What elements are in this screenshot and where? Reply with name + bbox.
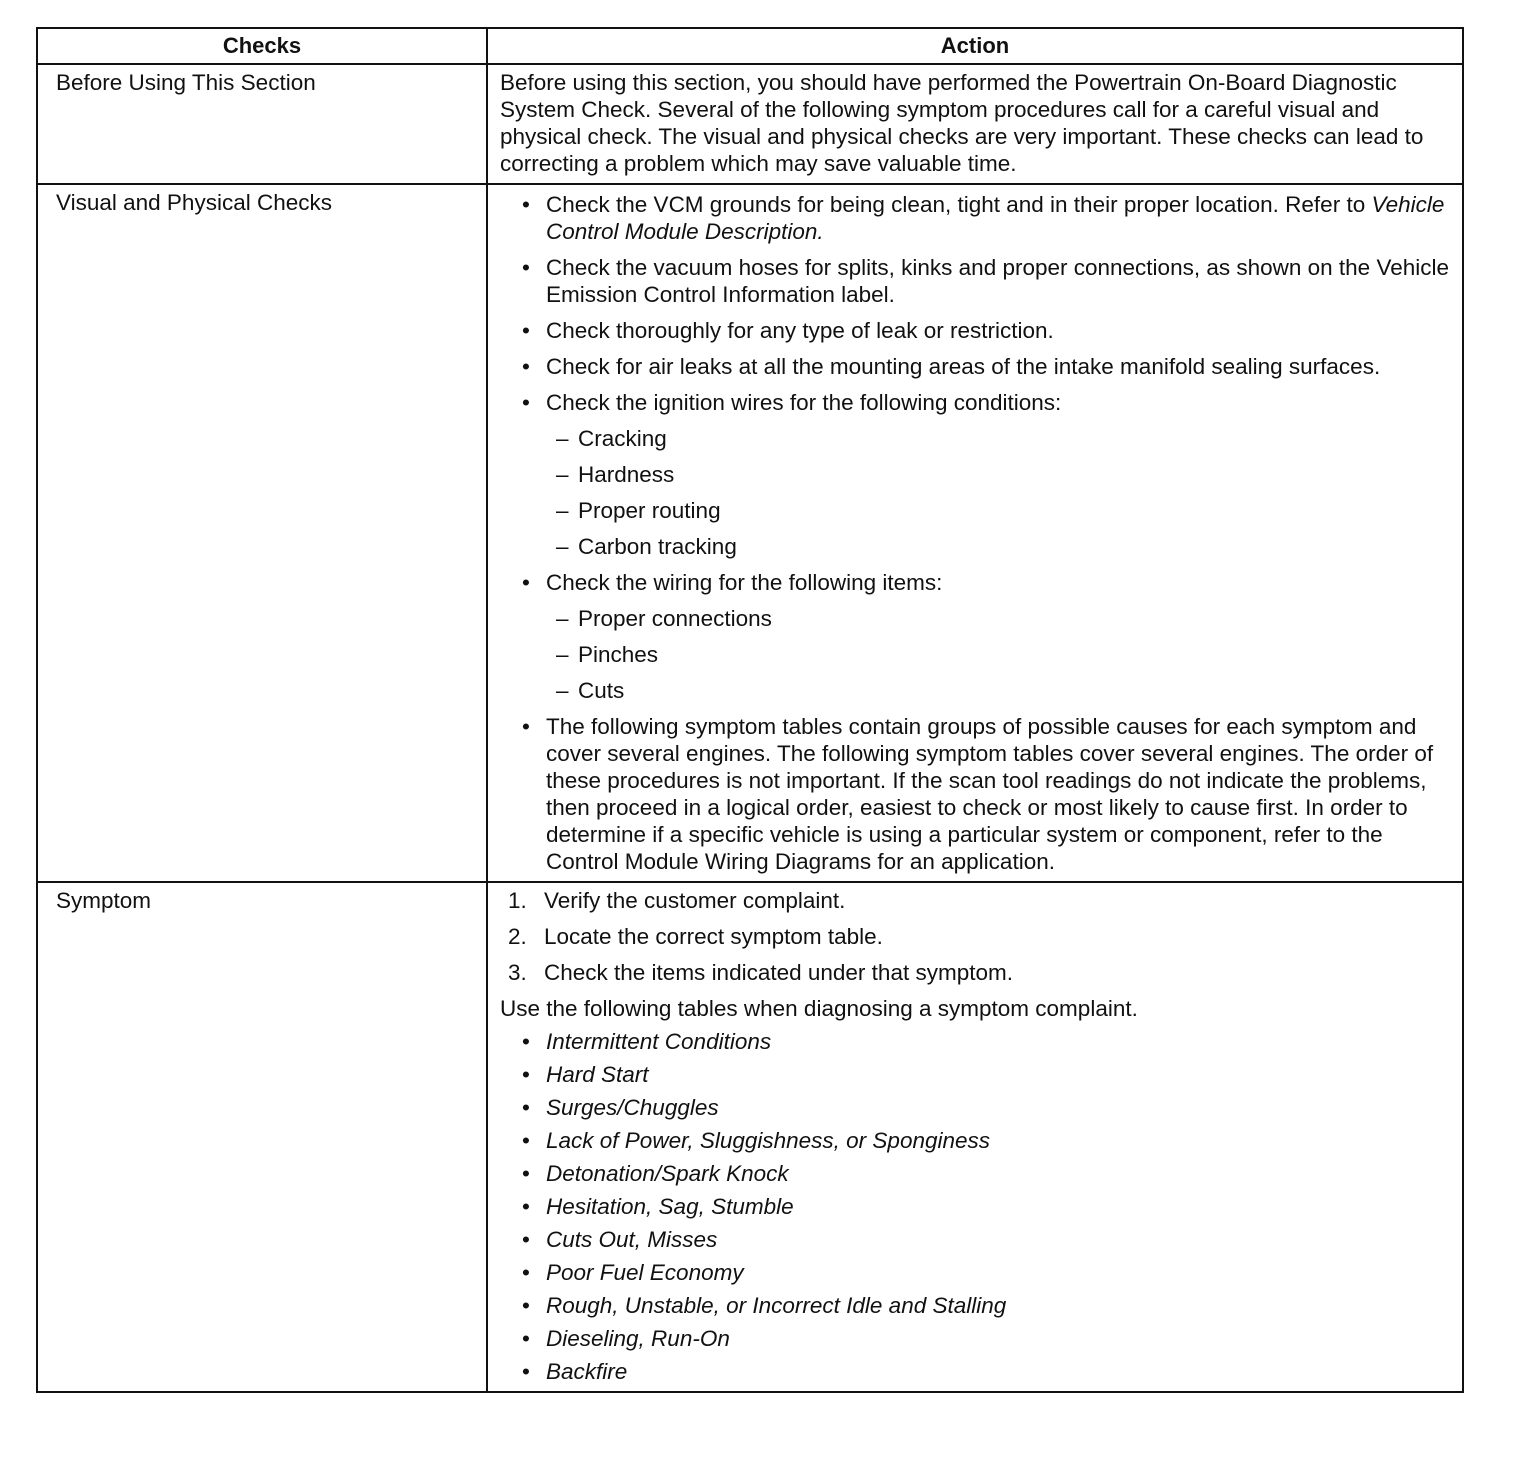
bullet-icon: • [522, 1062, 530, 1087]
symptom-tables-list [500, 1028, 1450, 1385]
sublist-item: – Pinches [556, 642, 659, 667]
check-cell-symptom: Symptom [37, 882, 487, 1392]
step-number: 2. [508, 924, 527, 949]
bullet-icon: • [522, 1029, 530, 1054]
bullet-icon: • [522, 1293, 530, 1318]
list-item-text: Check the VCM grounds for being clean, tight and in their proper location. Refer to [546, 192, 1372, 217]
bullet-icon: • [522, 1095, 530, 1120]
bullet-icon: • [522, 354, 530, 379]
list-item [500, 713, 1450, 875]
dash-icon: – [556, 606, 569, 631]
step-number: 3. [508, 960, 527, 985]
check-cell-visual-physical: Visual and Physical Checks [37, 184, 487, 882]
visual-checks-list [500, 191, 1450, 875]
symptom-table-item: • Detonation/Spark Knock [522, 1161, 789, 1186]
symptom-table-item: • Backfire [522, 1359, 628, 1384]
sublist-item: – Proper routing [556, 498, 721, 523]
sublist-item: – Hardness [556, 462, 675, 487]
checks-column-header: Checks [37, 28, 487, 64]
list-item [500, 389, 1450, 560]
list-item [500, 353, 1450, 380]
diagnostic-checks-table [36, 27, 1464, 1393]
list-item-text: Check the ignition wires for the following conditions: [546, 390, 1062, 415]
bullet-icon: • [522, 192, 530, 217]
header-row [37, 28, 1463, 64]
symptom-table-item: • Hard Start [522, 1062, 649, 1087]
list-item [500, 317, 1450, 344]
table-row-before-using [37, 64, 1463, 184]
sublist-item: – Proper connections [556, 606, 772, 631]
dash-icon: – [556, 534, 569, 559]
use-tables-text: Use the following tables when diagnosing a symptom complaint. [500, 996, 1138, 1021]
symptom-table-item: • Poor Fuel Economy [522, 1260, 744, 1285]
table-row-symptom [37, 882, 1463, 1392]
bullet-icon: • [522, 1260, 530, 1285]
symptom-table-item: • Cuts Out, Misses [522, 1227, 718, 1252]
wiring-items-sublist [546, 605, 1450, 704]
bullet-icon: • [522, 255, 530, 280]
list-item [500, 569, 1450, 704]
bullet-icon: • [522, 390, 530, 415]
bullet-icon: • [522, 1227, 530, 1252]
list-item [500, 254, 1450, 308]
before-using-paragraph: Before using this section, you should have performed the Powertrain On-Board Diagnostic System Check. Several of the following symptom procedures call for a careful visual and physical check. The visual and physical checks are very important. These checks can lead to correcting a problem which may save valuable time. [500, 70, 1424, 176]
bullet-icon: • [522, 1128, 530, 1153]
bullet-icon: • [522, 1326, 530, 1351]
step-item: 2. Locate the correct symptom table. [508, 924, 883, 949]
bullet-icon: • [522, 1161, 530, 1186]
action-column-header: Action [487, 28, 1463, 64]
list-item [500, 191, 1450, 245]
list-item-text: Check thoroughly for any type of leak or restriction. [546, 318, 1054, 343]
bullet-icon: • [522, 1194, 530, 1219]
symptom-table-item: • Lack of Power, Sluggishness, or Sponginess [522, 1128, 991, 1153]
ignition-conditions-sublist [546, 425, 1450, 560]
symptom-steps-list [500, 887, 1450, 986]
list-item-text: Check the wiring for the following items: [546, 570, 943, 595]
list-item-text: Check the vacuum hoses for splits, kinks and proper connections, as shown on the Vehicle Emission Control Information label. [546, 255, 1449, 307]
action-cell-symptom [487, 882, 1463, 1392]
bullet-icon: • [522, 1359, 530, 1384]
sublist-item: – Carbon tracking [556, 534, 737, 559]
symptom-table-item: • Hesitation, Sag, Stumble [522, 1194, 794, 1219]
symptom-table-item: • Dieseling, Run-On [522, 1326, 730, 1351]
bullet-icon: • [522, 570, 530, 595]
symptom-table-item: • Intermittent Conditions [522, 1029, 772, 1054]
action-cell-visual-physical [487, 184, 1463, 882]
step-item: 1. Verify the customer complaint. [508, 888, 846, 913]
list-item-text: Check for air leaks at all the mounting areas of the intake manifold sealing surfaces. [546, 354, 1381, 379]
dash-icon: – [556, 498, 569, 523]
bullet-icon: • [522, 318, 530, 343]
check-cell-before-using: Before Using This Section [37, 64, 487, 184]
step-item: 3. Check the items indicated under that symptom. [508, 960, 1013, 985]
dash-icon: – [556, 426, 569, 451]
symptom-table-item: • Rough, Unstable, or Incorrect Idle and Stalling [522, 1293, 1007, 1318]
dash-icon: – [556, 462, 569, 487]
bullet-icon: • [522, 714, 530, 739]
cross-reference: Vehicle Control Module Description. [546, 192, 1445, 244]
dash-icon: – [556, 642, 569, 667]
action-cell-before-using [487, 64, 1463, 184]
table-row-visual-physical [37, 184, 1463, 882]
step-number: 1. [508, 888, 527, 913]
sublist-item: – Cracking [556, 426, 667, 451]
symptom-table-item: • Surges/Chuggles [522, 1095, 719, 1120]
dash-icon: – [556, 678, 569, 703]
sublist-item: – Cuts [556, 678, 625, 703]
list-item-text: The following symptom tables contain groups of possible causes for each symptom and cover several engines. The following symptom tables cover several engines. The order of these procedures is not important. If the scan tool readings do not indicate the problems, then proceed in a logical order, easiest to check or most likely to cause first. In order to determine if a specific vehicle is using a particular system or component, refer to the Control Module Wiring Diagrams for an application. [546, 714, 1434, 874]
